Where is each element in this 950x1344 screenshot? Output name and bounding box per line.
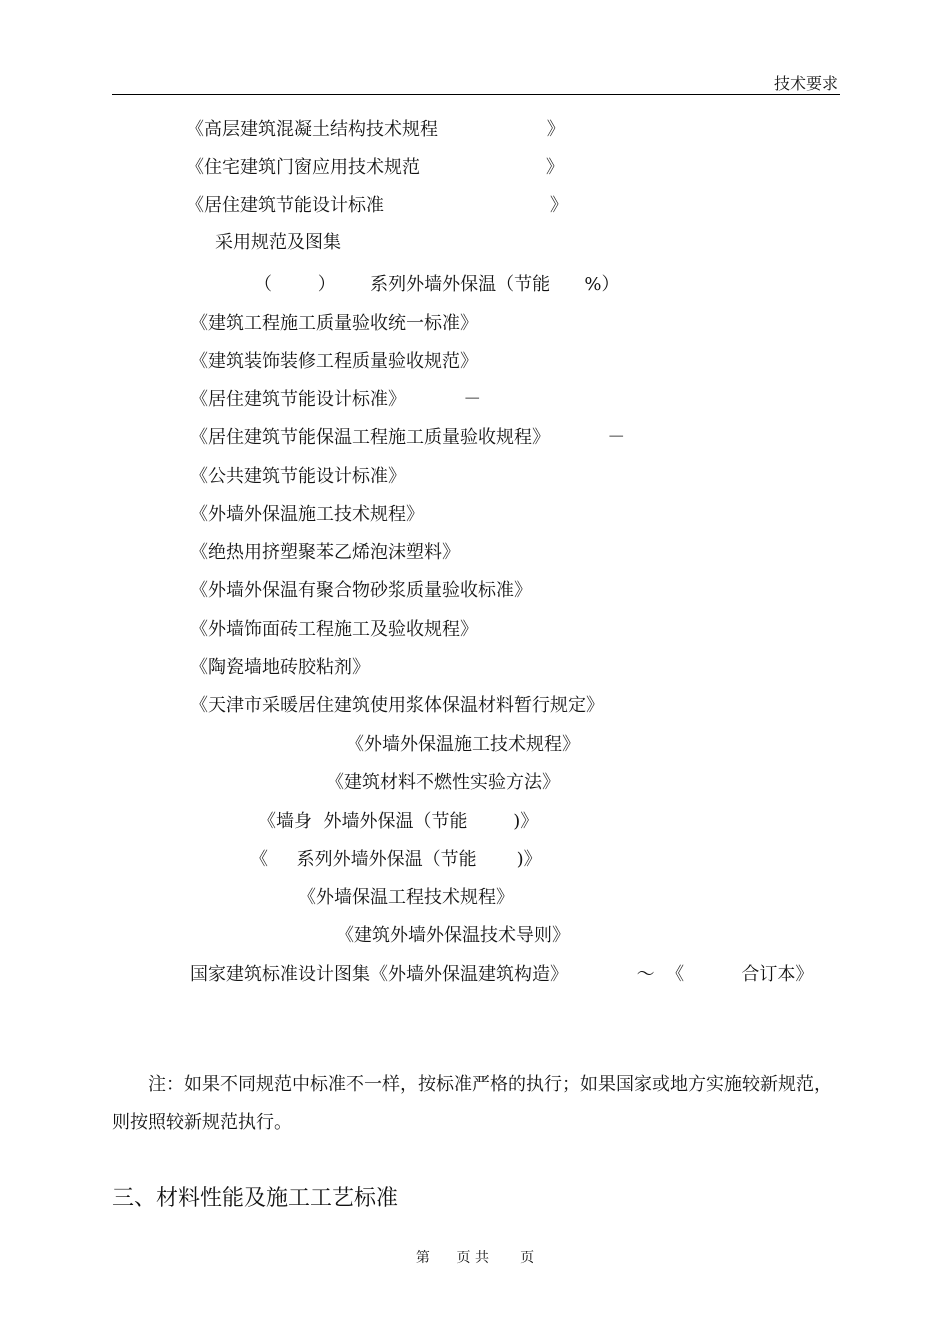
standard-item: 《建筑工程施工质量验收统一标准》	[190, 313, 478, 334]
standard-item: 《居住建筑节能保温工程施工质量验收规程》 －	[190, 427, 626, 448]
standard-item: 《建筑材料不燃性实验方法》	[326, 772, 560, 793]
standard-item: 《外墙保温工程技术规程》	[298, 887, 514, 908]
standard-item: 《建筑外墙外保温技术导则》	[336, 925, 570, 946]
system-line: （ ） 系列外墙外保温（节能 %）	[254, 274, 620, 295]
standard-item: 《高层建筑混凝土结构技术规程 》	[186, 119, 565, 140]
header-divider	[112, 94, 840, 95]
standard-item: 《天津市采暖居住建筑使用浆体保温材料暂行规定》	[190, 695, 604, 716]
standard-item: 《居住建筑节能设计标准》 －	[190, 389, 482, 410]
standard-item: 《墙身 外墙外保温（节能 )》	[258, 811, 539, 832]
adopted-standards-heading: 采用规范及图集	[215, 232, 341, 253]
standard-item: 《住宅建筑门窗应用技术规范 》	[186, 157, 564, 178]
atlas-line: 国家建筑标准设计图集《外墙外保温建筑构造》 ～ 《 合订本》	[190, 964, 814, 985]
header-title: 技术要求	[773, 74, 838, 93]
standard-item: 《 系列外墙外保温（节能 )》	[250, 849, 542, 870]
standard-item: 《外墙饰面砖工程施工及验收规程》	[190, 619, 478, 640]
standard-item: 《外墙外保温有聚合物砂浆质量验收标准》	[190, 580, 532, 601]
standard-item: 《公共建筑节能设计标准》	[190, 466, 406, 487]
standard-item: 《居住建筑节能设计标准 》	[186, 195, 568, 216]
page-footer: 第 页 共 页	[415, 1250, 535, 1266]
standard-item: 《陶瓷墙地砖胶粘剂》	[190, 657, 370, 678]
standard-item: 《外墙外保温施工技术规程》	[346, 734, 580, 755]
section-heading: 三、材料性能及施工工艺标准	[112, 1186, 399, 1211]
standard-item: 《外墙外保温施工技术规程》	[190, 504, 424, 525]
standard-item: 《建筑装饰装修工程质量验收规范》	[190, 351, 478, 372]
standard-item: 《绝热用挤塑聚苯乙烯泡沫塑料》	[190, 542, 460, 563]
note-paragraph: 注：如果不同规范中标准不一样，按标准严格的执行；如果国家或地方实施较新规范，则按照较新规范执行。	[112, 1074, 832, 1133]
